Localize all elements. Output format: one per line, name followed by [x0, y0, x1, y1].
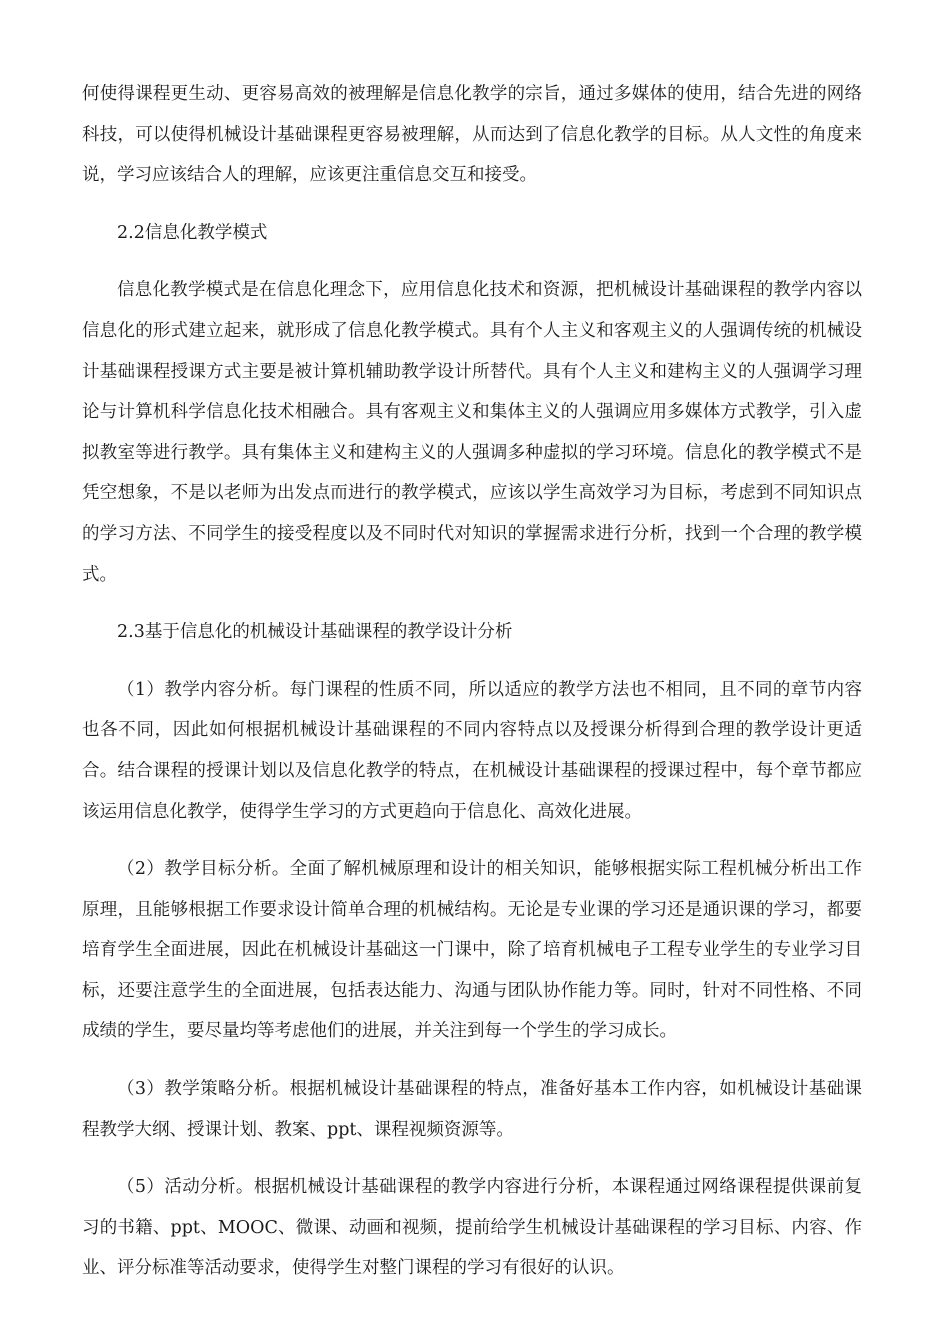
paragraph-objective-analysis: （2）教学目标分析。全面了解机械原理和设计的相关知识，能够根据实际工程机械分析出工作原理，且能够根据工作要求设计简单合理的机械结构。无论是专业课的学习还是通识课的学习，都要培育学生全面进展，因此在机械设计基础这一门课中，除了培育机械电子工程专业学生的专业学习目标，还要注意学生的全面进展，包括表达能力、沟通与团队协作能力等。同时，针对不同性格、不同成绩的学生，要尽量均等考虑他们的进展，并关注到每一个学生的学习成长。	[82, 859, 862, 1042]
paragraph-teaching-model: 信息化教学模式是在信息化理念下，应用信息化技术和资源，把机械设计基础课程的教学内容以信息化的形式建立起来，就形成了信息化教学模式。具有个人主义和客观主义的人强调传统的机械设计基础课程授课方式主要是被计算机辅助教学设计所替代。具有个人主义和建构主义的人强调学习理论与计算机科学信息化技术相融合。具有客观主义和集体主义的人强调应用多媒体方式教学，引入虚拟教室等进行教学。具有集体主义和建构主义的人强调多种虚拟的学习环境。信息化的教学模式不是凭空想象，不是以老师为出发点而进行的教学模式，应该以学生高效学习为目标，考虑到不同知识点的学习方法、不同学生的接受程度以及不同时代对知识的掌握需求进行分析，找到一个合理的教学模式。	[82, 280, 862, 585]
paragraph-activity-analysis: （5）活动分析。根据机械设计基础课程的教学内容进行分析，本课程通过网络课程提供课前复习的书籍、ppt、MOOC、微课、动画和视频，提前给学生机械设计基础课程的学习目标、内容、作业、评分标准等活动要求，使得学生对整门课程的学习有很好的认识。	[82, 1177, 862, 1279]
document-page	[82, 74, 862, 1306]
section-heading-2-3: 2.3基于信息化的机械设计基础课程的教学设计分析	[117, 622, 513, 643]
paragraph-strategy-analysis: （3）教学策略分析。根据机械设计基础课程的特点，准备好基本工作内容，如机械设计基础课程教学大纲、授课计划、教案、ppt、课程视频资源等。	[82, 1079, 862, 1140]
paragraph-intro-continuation: 何使得课程更生动、更容易高效的被理解是信息化教学的宗旨，通过多媒体的使用，结合先进的网络科技，可以使得机械设计基础课程更容易被理解，从而达到了信息化教学的目标。从人文性的角度来说，学习应该结合人的理解，应该更注重信息交互和接受。	[82, 84, 862, 186]
section-heading-2-2: 2.2信息化教学模式	[117, 222, 268, 243]
paragraph-content-analysis: （1）教学内容分析。每门课程的性质不同，所以适应的教学方法也不相同，且不同的章节内容也各不同，因此如何根据机械设计基础课程的不同内容特点以及授课分析得到合理的教学设计更适合。结合课程的授课计划以及信息化教学的特点，在机械设计基础课程的授课过程中，每个章节都应该运用信息化教学，使得学生学习的方式更趋向于信息化、高效化进展。	[82, 679, 862, 822]
